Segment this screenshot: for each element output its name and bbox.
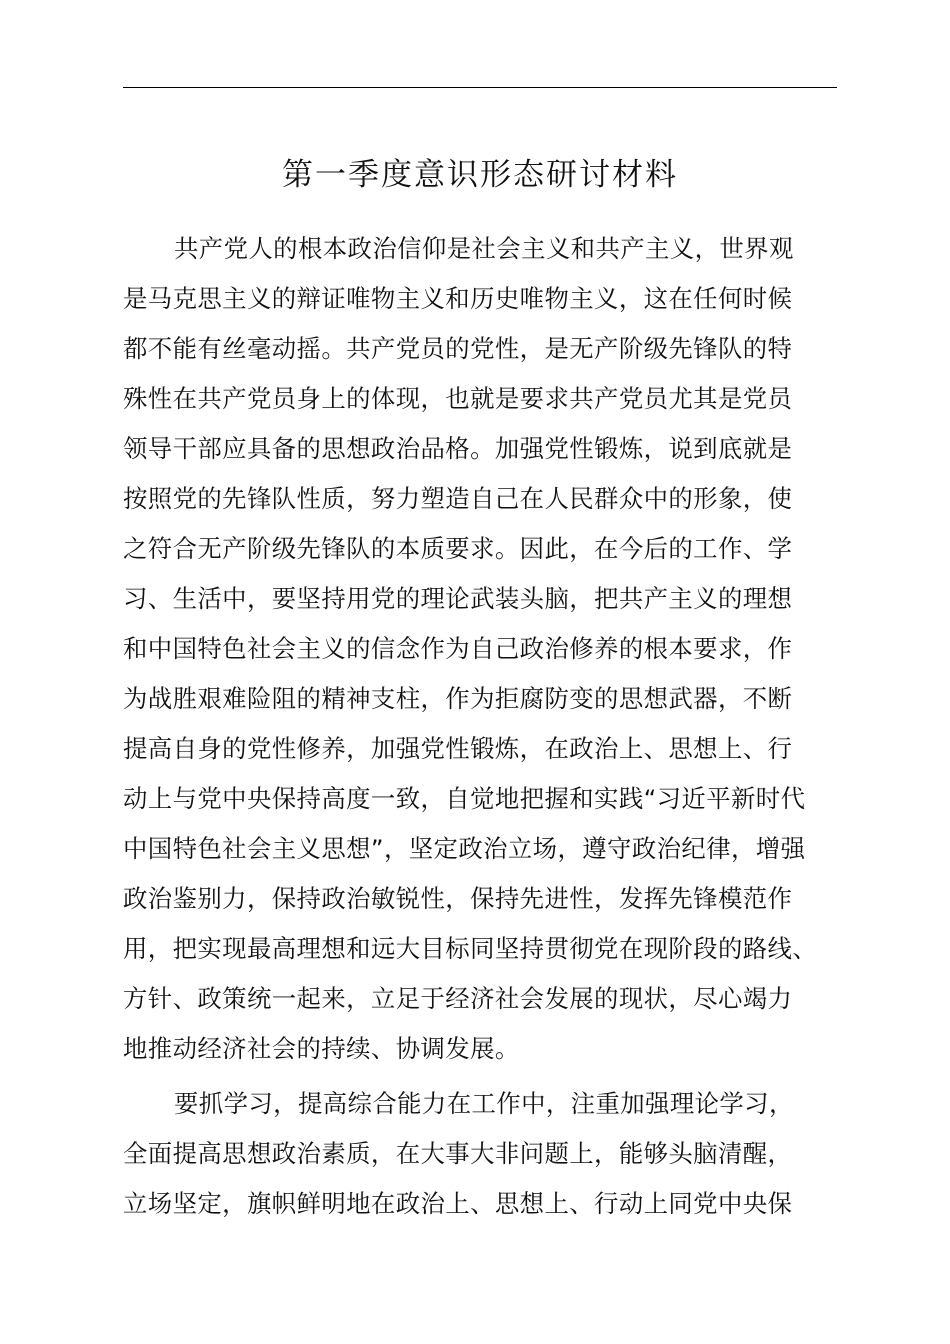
paragraph-1-line: 领导干部应具备的思想政治品格。加强党性锻炼，说到底就是 [123, 434, 793, 463]
paragraph-1-line: 按照党的先锋队性质，努力塑造自己在人民群众中的形象，使 [123, 484, 793, 513]
paragraph-1-line: 地推动经济社会的持续、协调发展。 [123, 1034, 520, 1063]
paragraph-1-line: 动上与党中央保持高度一致，自觉地把握和实践“习近平新时代 [123, 784, 806, 813]
paragraph-2-line: 全面提高思想政治素质，在大事大非问题上，能够头脑清醒， [123, 1139, 793, 1168]
paragraph-1-line: 殊性在共产党员身上的体现，也就是要求共产党员尤其是党员 [123, 384, 793, 413]
paragraph-1-line: 政治鉴别力，保持政治敏锐性，保持先进性，发挥先锋模范作 [123, 884, 793, 913]
paragraph-1-line: 为战胜艰难险阻的精神支柱，作为拒腐防变的思想武器，不断 [123, 684, 793, 713]
paragraph-2-line: 立场坚定，旗帜鲜明地在政治上、思想上、行动上同党中央保 [123, 1189, 793, 1218]
paragraph-1-line: 方针、政策统一起来，立足于经济社会发展的现状，尽心竭力 [123, 984, 793, 1013]
paragraph-1-line: 用，把实现最高理想和远大目标同坚持贯彻党在现阶段的路线、 [123, 934, 818, 963]
paragraph-1-line: 共产党人的根本政治信仰是社会主义和共产主义，世界观 [174, 234, 794, 263]
document-body [123, 224, 853, 1229]
paragraph-1-line: 和中国特色社会主义的信念作为自己政治修养的根本要求，作 [123, 634, 793, 663]
paragraph-1-line: 之符合无产阶级先锋队的本质要求。因此，在今后的工作、学 [123, 534, 793, 563]
paragraph-1-line: 都不能有丝毫动摇。共产党员的党性，是无产阶级先锋队的特 [123, 334, 793, 363]
paragraph-1-line: 中国特色社会主义思想”，坚定政治立场，遵守政治纪律，增强 [123, 834, 806, 863]
paragraph-1-line: 是马克思主义的辩证唯物主义和历史唯物主义，这在任何时候 [123, 284, 793, 313]
paragraph-1-line: 提高自身的党性修养，加强党性锻炼，在政治上、思想上、行 [123, 734, 793, 763]
paragraph-2-line: 要抓学习，提高综合能力在工作中，注重加强理论学习， [174, 1089, 794, 1118]
header-rule [123, 87, 837, 88]
paragraph-1-line: 习、生活中，要坚持用党的理论武装头脑，把共产主义的理想 [123, 584, 793, 613]
document-title: 第一季度意识形态研讨材料 [282, 157, 678, 193]
